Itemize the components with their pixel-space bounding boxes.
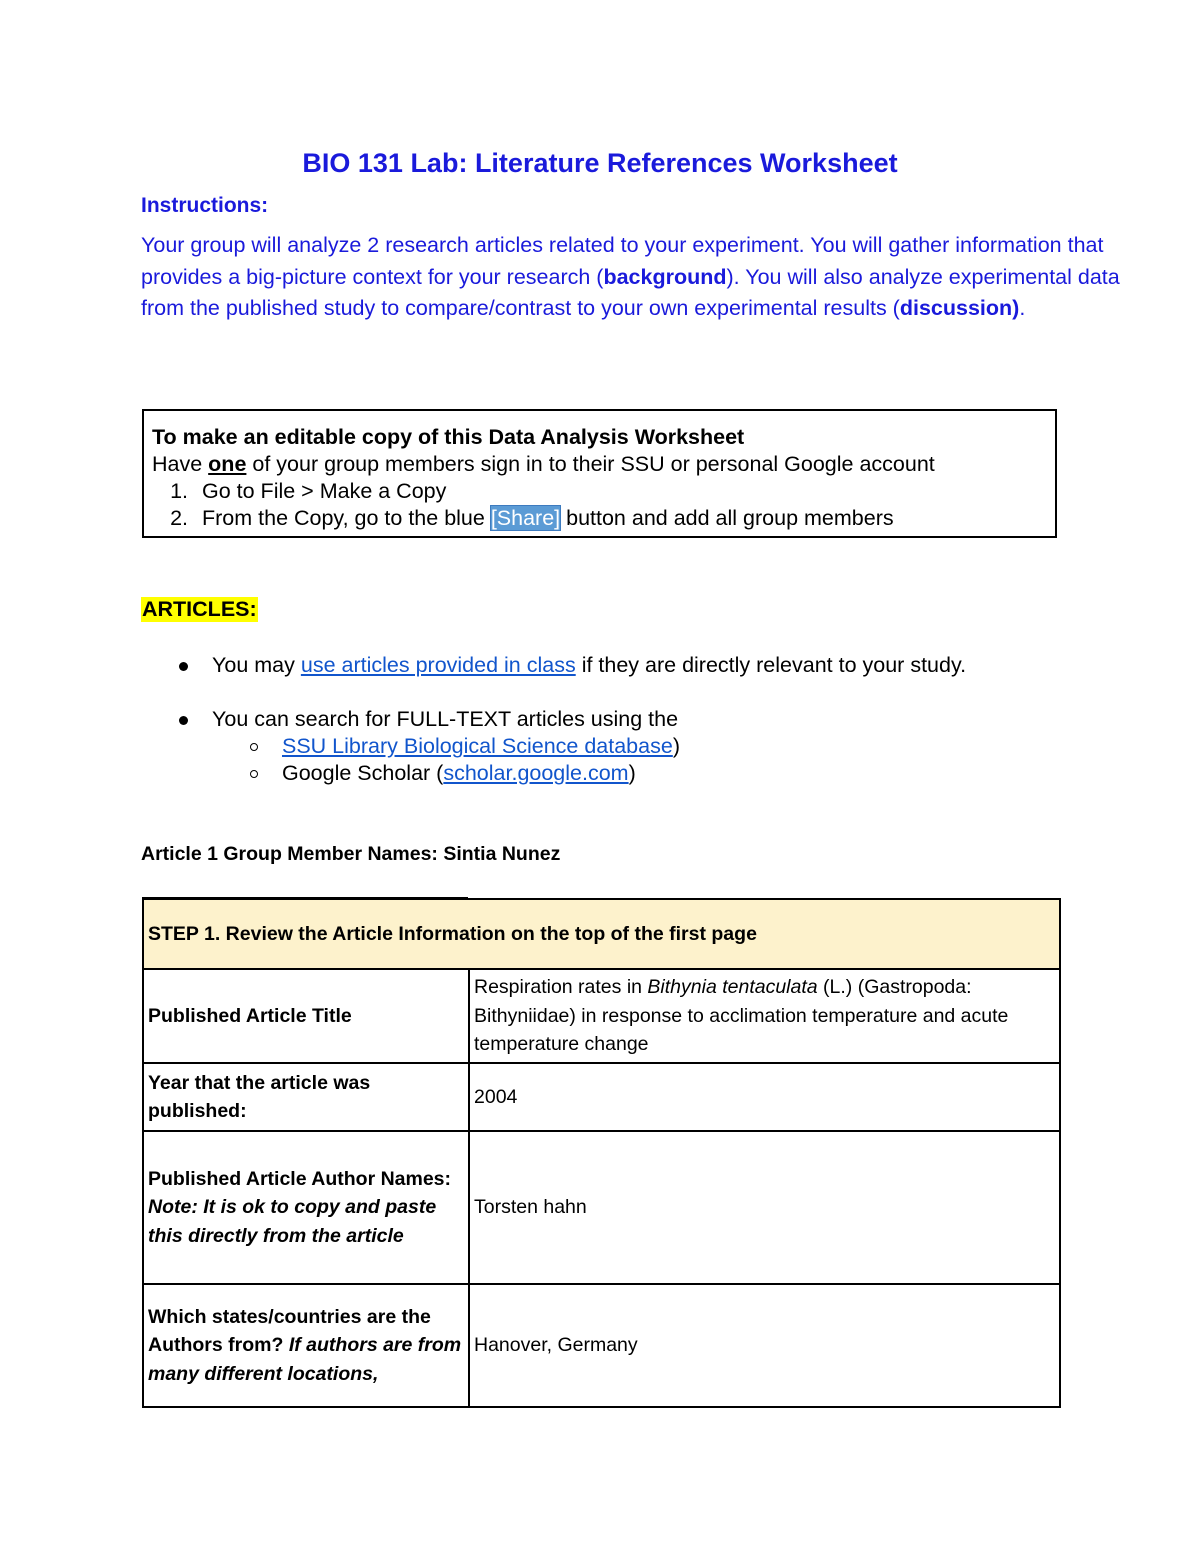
row-value[interactable]: Torsten hahn (469, 1131, 1060, 1284)
instructions-label: Instructions: (141, 194, 269, 217)
page-title: BIO 131 Lab: Literature References Worksheet (302, 148, 898, 178)
copy-box-title: To make an editable copy of this Data Analysis Worksheet (152, 425, 745, 449)
copy-step-2 (152, 505, 1047, 532)
ssu-library-link[interactable]: SSU Library Biological Science database (282, 734, 673, 758)
row-value[interactable]: 2004 (469, 1063, 1060, 1131)
instructions-discussion: discussion) (899, 296, 1020, 320)
copy-box-one: one (208, 452, 247, 476)
table-row (143, 899, 1060, 969)
instructions-text (141, 230, 1131, 325)
instructions-part1: Your group will analyze 2 research articles related to your experiment. You will gather information that provides a big-picture context for your research ( (141, 233, 1104, 289)
sub-bullet-circle-icon (250, 770, 258, 778)
table-row (143, 1063, 1060, 1131)
share-highlight: [Share] (490, 506, 561, 530)
species-name: Bithynia tentaculata (647, 976, 818, 999)
label-main: Published Article Author Names: (148, 1167, 452, 1190)
step-text-post: button and add all group members (560, 506, 894, 530)
sub-bullet-circle-icon (250, 743, 258, 751)
table-row (143, 969, 1060, 1063)
instructions-part3: . (1019, 296, 1026, 320)
copy-box-line-pre: Have (152, 452, 209, 476)
row-label (143, 1131, 469, 1284)
title-post: (L.) (Gastropoda: Bithyniidae) in response to acclimation temperature and acute temperature change (474, 976, 1009, 1056)
bullet-1-post: if they are directly relevant to your study. (575, 653, 967, 677)
sub-bullet-1 (282, 734, 680, 759)
group-member-names: Article 1 Group Member Names: Sintia Nunez (141, 843, 561, 865)
label-note: If authors are from many different locations, (148, 1334, 462, 1385)
copy-box-line (152, 451, 1047, 478)
row-value[interactable] (469, 969, 1060, 1063)
label-main: Which states/countries are the Authors from? (148, 1305, 431, 1357)
instructions-background: background (603, 264, 727, 289)
instructions-part2: ). You will also analyze experimental data from the published study to compare/contrast to your own experimental results ( (141, 264, 1120, 320)
row-value[interactable]: Hanover, Germany (469, 1284, 1060, 1407)
sub-bullet-2 (282, 761, 636, 786)
copy-box-line-post: of your group members sign in to their SSU or personal Google account (246, 452, 935, 476)
step-1-header: STEP 1. Review the Article Information on the top of the first page (143, 899, 1060, 969)
title-pre: Respiration rates in (474, 976, 648, 999)
article-info-table (142, 898, 1061, 1408)
bullet-1 (212, 653, 966, 678)
articles-in-class-link[interactable]: use articles provided in class (300, 653, 576, 677)
google-scholar-link[interactable]: scholar.google.com (443, 761, 629, 785)
table-row (143, 1131, 1060, 1284)
row-label: Published Article Title (143, 969, 469, 1063)
step-number: 2. (170, 506, 188, 530)
step-number: 1. (170, 479, 188, 503)
bullet-2: You can search for FULL-TEXT articles using the (212, 707, 679, 731)
sub-bullet-2-post: ) (628, 761, 636, 785)
bullet-dot-icon (179, 716, 188, 725)
sub-bullet-1-post: ) (672, 734, 680, 758)
copy-instructions-box (142, 409, 1057, 538)
sub-bullet-2-pre: Google Scholar ( (282, 761, 444, 785)
step-text: Go to File > Make a Copy (202, 479, 447, 503)
bullet-1-pre: You may (212, 653, 301, 677)
bullet-dot-icon (179, 662, 188, 671)
step-text-pre: From the Copy, go to the blue (202, 506, 491, 530)
row-label (143, 1284, 469, 1407)
table-row (143, 1284, 1060, 1407)
row-label: Year that the article was published: (143, 1063, 469, 1131)
articles-header: ARTICLES: (142, 597, 257, 621)
copy-step-1 (152, 478, 1047, 505)
label-note: Note: It is ok to copy and paste this directly from the article (148, 1196, 437, 1247)
